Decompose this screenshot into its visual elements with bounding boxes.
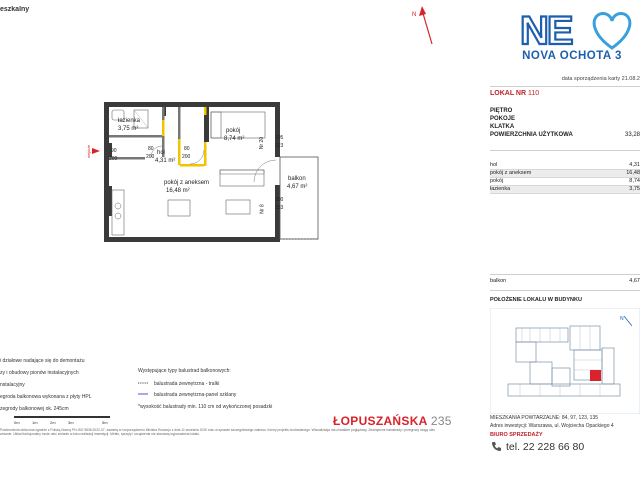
scale-tick: 3m	[68, 420, 74, 425]
window-dim-width: 105	[275, 135, 284, 141]
room-area: 4,31	[629, 162, 640, 168]
unit-number	[490, 90, 539, 97]
room-area: 8,74	[629, 178, 640, 184]
spec-area-value: 33,28	[624, 132, 640, 138]
door-dim-width: 80	[148, 146, 154, 152]
building-key-plan	[490, 308, 640, 414]
railing-legend-title: Występujące typy balustrad balkonowych:	[138, 368, 231, 374]
panel-divider	[490, 290, 640, 291]
header-tag-text: eszkalny	[0, 6, 30, 13]
window-dim-height: 223	[275, 143, 284, 149]
panel-divider	[490, 150, 640, 151]
legend-item: zegrody balkonowej ok. 245cm	[0, 406, 69, 412]
unit-number-value: 110	[528, 90, 540, 97]
room-row	[490, 186, 640, 194]
door-dim-height: 200	[109, 156, 118, 162]
window-tag: Nr 20	[259, 136, 266, 150]
spec-rooms-label: POKOJE	[490, 116, 516, 122]
svg-text:N: N	[412, 12, 417, 18]
balcony-row	[490, 278, 640, 286]
header-tag	[0, 6, 40, 18]
room-name: hol	[490, 162, 498, 168]
room-row	[490, 170, 640, 178]
similar-units: MIESZKANIA POWTARZALNE: 84, 97, 123, 135	[490, 415, 599, 421]
door-dim-width: 80	[184, 146, 190, 152]
plan-balcony-area: 4,67 m²	[287, 184, 308, 190]
card-date: data sporządzenia karty 21.08.2	[561, 76, 640, 82]
door-dim-width: 90	[111, 148, 117, 154]
legend-item: nstalacyjny	[0, 382, 25, 388]
scale-tick: 0m	[14, 420, 20, 425]
floor-plan-drawing	[80, 90, 340, 260]
room-row	[490, 162, 640, 170]
plan-balcony-label: balkon	[288, 176, 306, 182]
sales-office-title: BIURO SPRZEDAŻY	[490, 432, 543, 438]
room-area: 3,75	[629, 186, 640, 192]
plan-bathroom-label: łazienka	[118, 118, 141, 124]
svg-text:NE: NE	[520, 9, 572, 53]
spec-stair-label: KLATKA	[490, 124, 515, 130]
plan-bathroom-area: 3,75 m²	[118, 126, 139, 132]
room-name: pokój	[490, 178, 504, 184]
scale-bar-graphic	[14, 416, 110, 418]
railing-height-note: *wysokość balustrady min. 110 cm od wykończonej posadzki	[138, 404, 273, 410]
sales-phone[interactable]: tel. 22 228 66 80	[506, 441, 585, 453]
room-row	[490, 178, 640, 186]
door-dim-height: 200	[146, 154, 155, 160]
panel-divider	[490, 86, 640, 87]
legend-item: egroda balkonowa wykonana z płyty HPL	[0, 394, 92, 400]
railing-legend-swatches	[138, 380, 150, 400]
logo-subtitle: NOVA OCHOTA 3	[522, 50, 622, 62]
location-title: POŁOŻENIE LOKALU W BUDYNKU	[490, 297, 582, 303]
balcony-name: balkon	[490, 278, 507, 284]
unit-label: LOKAL NR	[490, 90, 527, 97]
plan-living-label: pokój z aneksem	[164, 180, 210, 186]
window-dim-width: 200	[275, 197, 284, 203]
room-name: pokój z aneksem	[490, 170, 532, 176]
room-area: 16,48	[626, 170, 640, 176]
project-brand	[333, 414, 452, 428]
legend-left	[0, 358, 120, 418]
brand-number: 235	[430, 414, 452, 428]
plan-room-label: pokój	[226, 128, 241, 134]
panel-divider	[490, 274, 640, 275]
scale-tick: 1m	[32, 420, 38, 425]
neo-logo	[512, 4, 632, 74]
railing-legend-item: balustrada zewnętrzna - tralki	[154, 381, 220, 387]
legend-item: i działowe nadające się do demontażu	[0, 358, 85, 364]
plan-hall-label: hol	[157, 150, 166, 156]
investment-address: Adres inwestycji: Warszawa, ul. Wojciecha Opackiego 4	[490, 423, 614, 429]
door-dim-height: 200	[182, 154, 191, 160]
disclaimer: Powierzchnia obliczona zgodnie z Polską Normą PN-ISO 9836:2022-07, zawartą w rozporządzeniu Ministra Rozwoju z dnia 11 września 2020 roku w sprawie szczegółowego zakresu i formy projektu budowlanego. Wizualizacja ma charakter poglądowy. Zewnętrzne balustrady i przegrody mogą ulec zmianie. Układ funkcjonalny może ulec zmianie w toku realizacji inwestycji. Meble, sprzęty i urządzenia nie stanowią wyposażenia lokalu.	[0, 428, 436, 437]
scale-bar	[14, 416, 110, 428]
entry-label: wejście	[86, 144, 92, 159]
floor-plan	[80, 90, 340, 260]
unit-highlight	[590, 370, 601, 381]
scale-tick: 2m	[50, 420, 56, 425]
window-dim-height: 253	[275, 205, 284, 211]
balcony-area: 4,67	[629, 278, 640, 284]
room-name: łazienka	[490, 186, 511, 192]
plan-hall-area: 4,31 m²	[155, 158, 176, 164]
plan-living-area: 16,48 m²	[166, 188, 190, 194]
brand-name: ŁOPUSZAŃSKA	[333, 414, 428, 428]
north-arrow-icon	[410, 4, 440, 48]
spec-area-label: POWIERZCHNIA UŻYTKOWA	[490, 132, 573, 138]
window-tag: Nr 8	[259, 204, 266, 214]
railing-legend-item: balustrada zewnętrzna-panel szklany	[154, 392, 237, 398]
legend-item: zy i obudowy pionów instalacyjnych	[0, 370, 79, 376]
plan-room-area: 8,74 m²	[224, 136, 245, 142]
spec-floor-label: PIĘTRO	[490, 108, 513, 114]
scale-tick: 5m	[102, 420, 108, 425]
svg-text:N: N	[620, 316, 624, 322]
phone-icon	[491, 441, 502, 452]
